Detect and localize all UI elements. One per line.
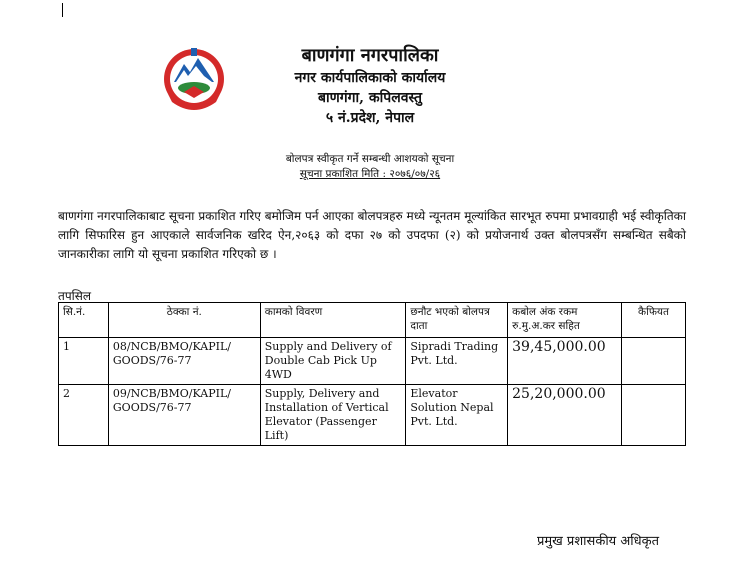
table-caption: तपसिल: [58, 289, 92, 303]
notice-heading: [220, 152, 520, 182]
cell-sn: 1: [59, 338, 109, 385]
table-row: [59, 385, 686, 446]
org-name: बाणगंगा नगरपालिका: [301, 45, 439, 66]
cell-amount: 25,20,000.00: [508, 385, 622, 446]
col-header-bidder: छनौट भएको बोलपत्र दाता: [406, 303, 508, 338]
col-header-remarks: कैफियत: [622, 303, 686, 338]
notice-date: सूचना प्रकाशित मिति : २०७६/०७/२६: [299, 168, 441, 180]
province-line: ५ नं.प्रदेश, नेपाल: [325, 110, 415, 126]
col-header-sn: सि.नं.: [59, 303, 109, 338]
cell-bidder: Sipradi Trading Pvt. Ltd.: [406, 338, 508, 385]
text-cursor: [62, 3, 63, 17]
cell-bidder: Elevator Solution Nepal Pvt. Ltd.: [406, 385, 508, 446]
cell-description: Supply and Delivery of Double Cab Pick Up 4WD: [260, 338, 406, 385]
cell-sn: 2: [59, 385, 109, 446]
cell-description: Supply, Delivery and Installation of Vertical Elevator (Passenger Lift): [260, 385, 406, 446]
office-address: बाणगंगा, कपिलवस्तु: [318, 90, 422, 106]
body-paragraph: बाणगंगा नगरपालिकाबाट सूचना प्रकाशित गरिए बमोजिम पर्न आएका बोलपत्रहरु मध्ये न्यूनतम मूल्यांकित सारभूत रुपमा प्रभावग्राही भई स्वीकृतिका लागि सिफारिस हुन आएकाले सार्वजनिक खरिद ऐन,२०६३ को दफा २७ को उपदफा (२) को प्रयोजनार्थ उक्त बोलपत्रसँग सम्बन्धित सबैको जानकारीका लागि यो सूचना प्रकाशित गरिएको छ ।: [58, 209, 686, 261]
col-header-description: कामको विवरण: [260, 303, 406, 338]
letterhead: [250, 44, 490, 128]
notice-title: बोलपत्र स्वीकृत गर्ने सम्बन्धी आशयको सूचना: [285, 153, 455, 165]
cell-contract: 08/NCB/BMO/KAPIL/ GOODS/76-77: [108, 338, 260, 385]
table-header-row: [59, 303, 686, 338]
table-row: [59, 338, 686, 385]
bid-table: [58, 302, 686, 446]
nepal-government-emblem-icon: [160, 46, 228, 112]
signature-title: प्रमुख प्रशासकीय अधिकृत: [537, 534, 660, 549]
cell-amount: 39,45,000.00: [508, 338, 622, 385]
cell-remarks: [622, 385, 686, 446]
col-header-amount: कबोल अंक रकम रु.मु.अ.कर सहित: [508, 303, 622, 338]
cell-remarks: [622, 338, 686, 385]
office-name: नगर कार्यपालिकाको कार्यालय: [294, 70, 446, 86]
col-header-contract: ठेक्का नं.: [108, 303, 260, 338]
cell-contract: 09/NCB/BMO/KAPIL/ GOODS/76-77: [108, 385, 260, 446]
